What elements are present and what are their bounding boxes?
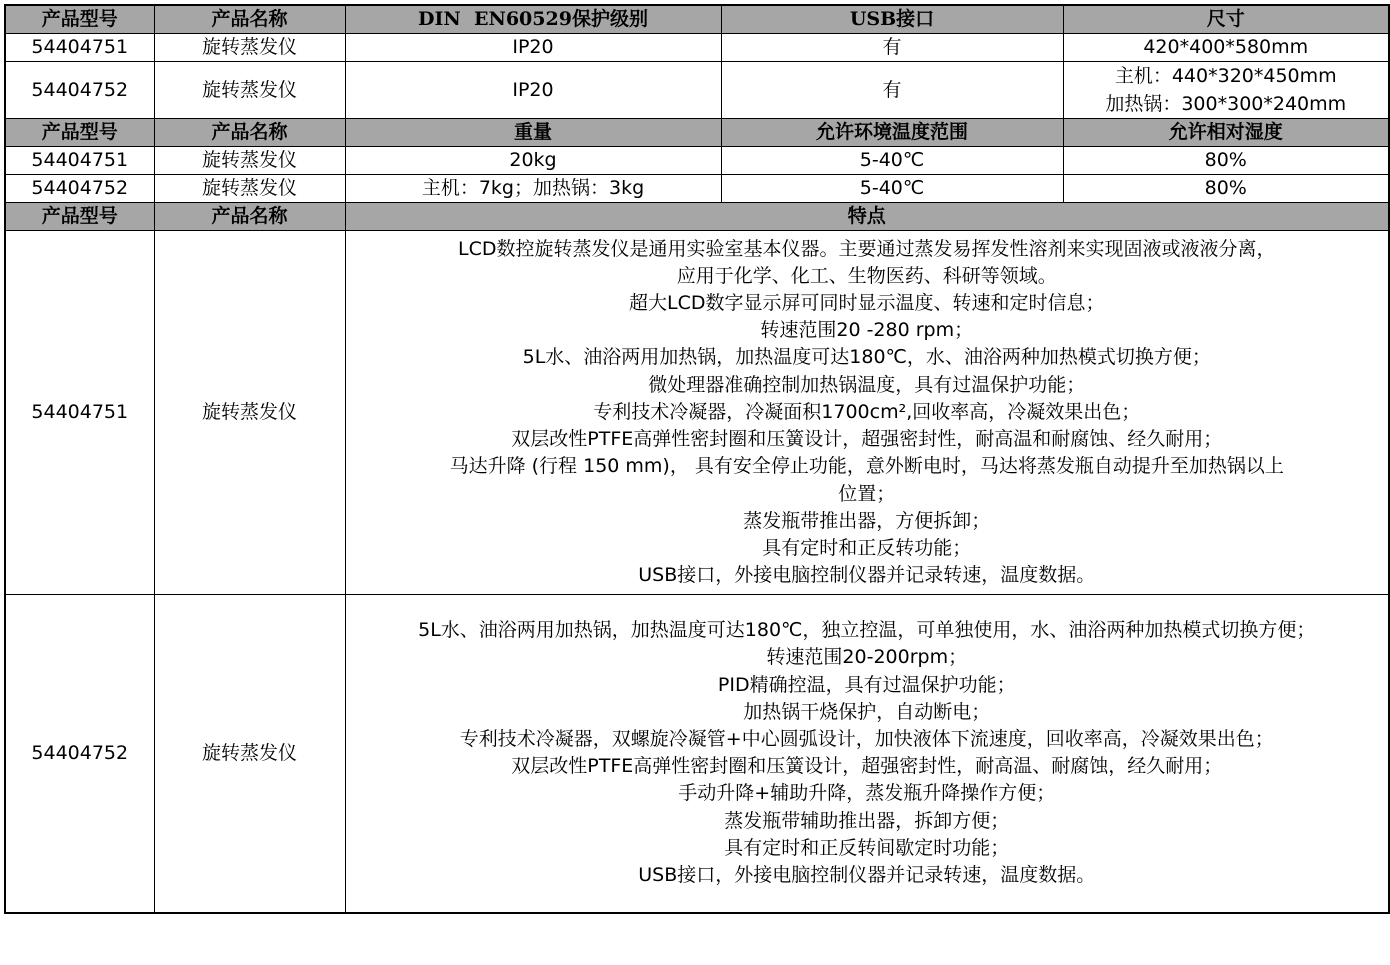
table-row <box>5 62 1389 119</box>
feature-line: 专利技术冷凝器，双螺旋冷凝管+中心圆弧设计，加快液体下流速度，回收率高，冷凝效果出色； <box>459 728 1274 751</box>
humidity-cell: 80% <box>1063 147 1389 175</box>
header-row-3 <box>5 203 1389 231</box>
feature-line: 转速范围20 -280 rpm； <box>760 319 974 342</box>
feature-line: 双层改性PTFE高弹性密封圈和压簧设计，超强密封性，耐高温和耐腐蚀、经久耐用； <box>511 428 1223 451</box>
model-cell: 54404751 <box>5 231 154 595</box>
table-row <box>5 34 1389 62</box>
name-cell: 旋转蒸发仪 <box>154 175 345 203</box>
feature-line: 转速范围20-200rpm； <box>766 646 968 669</box>
feature-line: USB接口，外接电脑控制仪器并记录转速，温度数据。 <box>638 864 1096 887</box>
feature-line: 双层改性PTFE高弹性密封圈和压簧设计，超强密封性，耐高温、耐腐蚀，经久耐用； <box>511 755 1223 778</box>
features-cell <box>345 595 1389 913</box>
table-row <box>5 231 1389 595</box>
feature-line: 蒸发瓶带辅助推出器，拆卸方便； <box>724 809 1010 832</box>
ip-cell: IP20 <box>345 62 721 119</box>
temp-cell: 5-40℃ <box>721 147 1063 175</box>
table-row <box>5 595 1389 913</box>
feature-line: PID精确控温，具有过温保护功能； <box>717 673 1016 696</box>
header-usb: USB接口 <box>721 5 1063 34</box>
name-cell: 旋转蒸发仪 <box>154 231 345 595</box>
header-model: 产品型号 <box>5 5 154 34</box>
weight-cell: 20kg <box>345 147 721 175</box>
model-cell: 54404751 <box>5 147 154 175</box>
model-cell: 54404752 <box>5 595 154 913</box>
weight-cell: 主机：7kg；加热锅：3kg <box>345 175 721 203</box>
table-row <box>5 147 1389 175</box>
header-model: 产品型号 <box>5 203 154 231</box>
table-row <box>5 175 1389 203</box>
size-line: 主机：440*320*450mm <box>1114 65 1337 87</box>
header-humidity: 允许相对湿度 <box>1063 119 1389 147</box>
feature-line: 5L水、油浴两用加热锅，加热温度可达180℃，水、油浴两种加热模式切换方便； <box>522 346 1211 369</box>
features-cell <box>345 231 1389 595</box>
header-temp-range: 允许环境温度范围 <box>721 119 1063 147</box>
spec-table <box>4 4 1390 914</box>
size-cell <box>1063 34 1389 62</box>
header-name: 产品名称 <box>154 203 345 231</box>
feature-line: 马达升降 (行程 150 mm)， 具有安全停止功能，意外断电时，马达将蒸发瓶自动提升至加热锅以上 <box>449 455 1284 478</box>
header-row-1 <box>5 5 1389 34</box>
feature-line: 位置； <box>838 482 896 505</box>
feature-line: 专利技术冷凝器，冷凝面积1700cm²,回收率高，冷凝效果出色； <box>593 400 1141 423</box>
header-name: 产品名称 <box>154 5 345 34</box>
feature-line: LCD数控旋转蒸发仪是通用实验室基本仪器。主要通过蒸发易挥发性溶剂来实现固液或液液分离， <box>458 237 1276 260</box>
ip-cell: IP20 <box>345 34 721 62</box>
model-cell: 54404751 <box>5 34 154 62</box>
header-features: 特点 <box>345 203 1389 231</box>
name-cell: 旋转蒸发仪 <box>154 62 345 119</box>
feature-line: 加热锅干烧保护，自动断电； <box>743 700 991 723</box>
header-weight: 重量 <box>345 119 721 147</box>
header-row-2 <box>5 119 1389 147</box>
header-model: 产品型号 <box>5 119 154 147</box>
feature-line: 5L水、油浴两用加热锅，加热温度可达180℃，独立控温，可单独使用，水、油浴两种加热模式切换方便； <box>418 619 1316 642</box>
name-cell: 旋转蒸发仪 <box>154 34 345 62</box>
feature-line: 手动升降+辅助升降，蒸发瓶升降操作方便； <box>678 782 1056 805</box>
header-protection: DIN EN60529保护级别 <box>345 5 721 34</box>
header-name: 产品名称 <box>154 119 345 147</box>
temp-cell: 5-40℃ <box>721 175 1063 203</box>
size-line: 加热锅：300*300*240mm <box>1105 93 1347 115</box>
feature-line: 微处理器准确控制加热锅温度，具有过温保护功能； <box>648 373 1086 396</box>
name-cell: 旋转蒸发仪 <box>154 147 345 175</box>
feature-line: 应用于化学、化工、生物医药、科研等领域。 <box>676 264 1057 287</box>
feature-line: 超大LCD数字显示屏可同时显示温度、转速和定时信息； <box>629 292 1105 315</box>
feature-line: 蒸发瓶带推出器，方便拆卸； <box>743 509 991 532</box>
feature-line: 具有定时和正反转功能； <box>762 536 972 559</box>
usb-cell: 有 <box>721 62 1063 119</box>
humidity-cell: 80% <box>1063 175 1389 203</box>
model-cell: 54404752 <box>5 175 154 203</box>
feature-line: USB接口，外接电脑控制仪器并记录转速，温度数据。 <box>638 564 1096 587</box>
size-cell <box>1063 62 1389 119</box>
usb-cell: 有 <box>721 34 1063 62</box>
name-cell: 旋转蒸发仪 <box>154 595 345 913</box>
model-cell: 54404752 <box>5 62 154 119</box>
feature-line: 具有定时和正反转间歇定时功能； <box>724 836 1010 859</box>
size-line: 420*400*580mm <box>1143 36 1309 58</box>
header-size: 尺寸 <box>1063 5 1389 34</box>
